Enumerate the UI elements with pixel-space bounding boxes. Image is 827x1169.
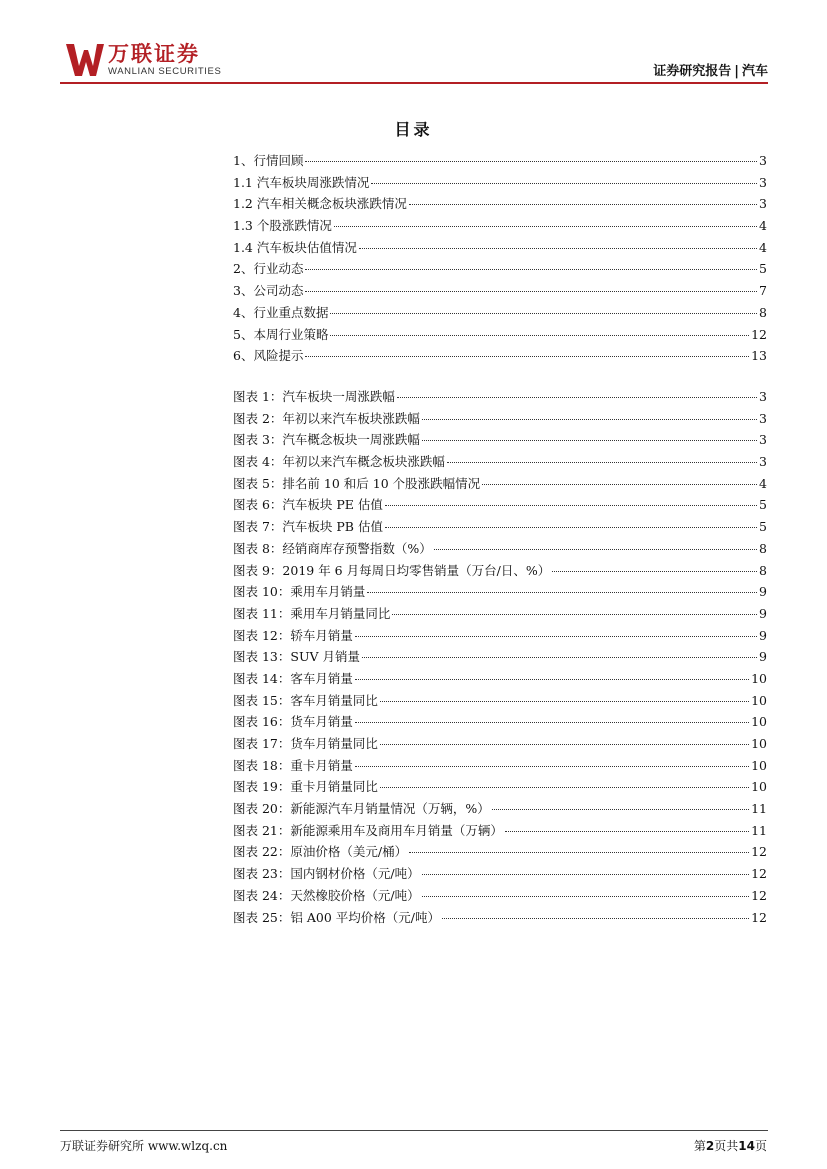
toc-entry[interactable] <box>233 280 767 302</box>
figure-entry-page: 11 <box>751 801 767 817</box>
report-category <box>653 60 768 79</box>
dot-leader <box>385 527 757 528</box>
toc-entry-label: 1.3 个股涨跌情况 <box>233 218 332 234</box>
dot-leader <box>505 831 749 832</box>
figure-entry-page: 8 <box>759 562 767 578</box>
toc-entry-page: 3 <box>759 196 767 212</box>
figure-entry-page: 5 <box>759 519 767 535</box>
figure-entry[interactable] <box>233 538 767 560</box>
dot-leader <box>422 874 750 875</box>
page-total: 14 <box>738 1139 755 1153</box>
industry-name: 汽车 <box>741 64 768 79</box>
figure-entry[interactable] <box>233 451 767 473</box>
figure-entry[interactable] <box>233 907 767 929</box>
toc-entry-label: 2、行业动态 <box>233 261 304 277</box>
figure-entry-label: 图表 11：乘用车月销量同比 <box>233 605 391 621</box>
toc-entry-label: 4、行业重点数据 <box>233 304 329 320</box>
toc-entry-page: 4 <box>759 239 767 255</box>
report-type: 证券研究报告 <box>653 64 732 79</box>
figure-entry-page: 10 <box>751 670 767 686</box>
figure-list <box>233 386 767 928</box>
page-mid: 页共 <box>714 1139 739 1153</box>
toc-entry-page: 13 <box>751 348 767 364</box>
dot-leader <box>330 335 749 336</box>
toc-title: 目录 <box>394 120 433 139</box>
dot-leader <box>305 269 757 270</box>
header-divider <box>60 82 768 84</box>
dot-leader <box>334 226 757 227</box>
figure-entry[interactable] <box>233 798 767 820</box>
dot-leader <box>409 852 749 853</box>
figure-entry[interactable] <box>233 560 767 582</box>
figure-entry[interactable] <box>233 820 767 842</box>
toc-entry[interactable] <box>233 237 767 259</box>
figure-entry-label: 图表 21：新能源乘用车及商用车月销量（万辆） <box>233 822 503 838</box>
figure-entry-page: 9 <box>759 627 767 643</box>
figure-entry-page: 11 <box>751 822 767 838</box>
brand-logo <box>66 42 221 80</box>
figure-entry[interactable] <box>233 776 767 798</box>
dot-leader <box>355 636 757 637</box>
figure-entry[interactable] <box>233 473 767 495</box>
figure-entry-label: 图表 22：原油价格（美元/桶） <box>233 844 408 860</box>
figure-entry-page: 10 <box>751 692 767 708</box>
dot-leader <box>380 701 749 702</box>
dot-leader <box>355 679 749 680</box>
toc-entry-label: 1.2 汽车相关概念板块涨跌情况 <box>233 196 407 212</box>
figure-entry-label: 图表 25：铝 A00 平均价格（元/吨） <box>233 909 440 925</box>
figure-entry-page: 9 <box>759 584 767 600</box>
figure-entry-page: 8 <box>759 540 767 556</box>
toc-entry[interactable] <box>233 324 767 346</box>
dot-leader <box>447 462 757 463</box>
toc-entry-label: 3、公司动态 <box>233 283 304 299</box>
figure-entry[interactable] <box>233 885 767 907</box>
footer-source: 万联证券研究所 www.wlzq.cn <box>60 1139 228 1153</box>
figure-entry-label: 图表 14：客车月销量 <box>233 670 353 686</box>
dot-leader <box>380 744 749 745</box>
toc-entry[interactable] <box>233 302 767 324</box>
figure-entry-label: 图表 5：排名前 10 和后 10 个股涨跌幅情况 <box>233 475 481 491</box>
brand-name-cn: 万联证券 <box>108 42 200 66</box>
dot-leader <box>371 183 757 184</box>
toc-entry-label: 5、本周行业策略 <box>233 326 329 342</box>
toc-entry-label: 1、行情回顾 <box>233 153 304 168</box>
figure-entry[interactable] <box>233 755 767 777</box>
figure-entry-label: 图表 9：2019 年 6 月每周日均零售销量（万台/日、%） <box>233 562 551 578</box>
figure-entry-page: 12 <box>751 887 767 903</box>
figure-entry-page: 4 <box>759 475 767 491</box>
toc-entry[interactable] <box>233 150 767 172</box>
brand-name-en: WANLIAN SECURITIES <box>108 66 222 77</box>
toc-entry[interactable] <box>233 193 767 215</box>
dot-leader <box>305 291 757 292</box>
figure-entry-label: 图表 24：天然橡胶价格（元/吨） <box>233 887 420 903</box>
figure-entry[interactable] <box>233 863 767 885</box>
figure-entry[interactable] <box>233 494 767 516</box>
dot-leader <box>442 918 749 919</box>
toc-entry-label: 6、风险提示 <box>233 348 304 364</box>
figure-entry-page: 12 <box>751 844 767 860</box>
figure-entry[interactable] <box>233 841 767 863</box>
figure-entry-label: 图表 2：年初以来汽车板块涨跌幅 <box>233 410 420 426</box>
figure-entry-label: 图表 10：乘用车月销量 <box>233 584 366 600</box>
figure-entry-label: 图表 17：货车月销量同比 <box>233 736 378 751</box>
figure-entry[interactable] <box>233 668 767 690</box>
figure-entry-page: 3 <box>759 410 767 426</box>
dot-leader <box>492 809 749 810</box>
figure-entry-label: 图表 6：汽车板块 PE 估值 <box>233 497 383 513</box>
toc-entry-page: 3 <box>759 174 767 190</box>
toc-entry[interactable] <box>233 215 767 237</box>
figure-entry-label: 图表 3：汽车概念板块一周涨跌幅 <box>233 432 420 448</box>
figure-entry-page: 3 <box>759 432 767 448</box>
toc-entry-label: 1.1 汽车板块周涨跌情况 <box>233 174 370 190</box>
dot-leader <box>305 161 757 162</box>
toc-entry[interactable] <box>233 172 767 194</box>
figure-entry[interactable] <box>233 625 767 647</box>
dot-leader <box>482 484 757 485</box>
dot-leader <box>355 722 749 723</box>
figure-entry[interactable] <box>233 603 767 625</box>
dot-leader <box>305 356 749 357</box>
toc-entry-page: 3 <box>759 153 767 168</box>
toc-entry[interactable] <box>233 345 767 367</box>
page-current: 2 <box>705 1139 715 1153</box>
page-number <box>694 1137 767 1154</box>
toc-entry-label: 1.4 汽车板块估值情况 <box>233 239 357 255</box>
figure-entry-page: 12 <box>751 909 767 925</box>
figure-entry[interactable] <box>233 386 767 408</box>
footer-divider <box>60 1130 768 1131</box>
dot-leader <box>355 766 749 767</box>
figure-entry-page: 10 <box>751 714 767 730</box>
tag-separator: | <box>734 64 739 79</box>
figure-entry-page: 12 <box>751 866 767 882</box>
figure-entry[interactable] <box>233 581 767 603</box>
figure-entry[interactable] <box>233 429 767 451</box>
dot-leader <box>385 505 757 506</box>
dot-leader <box>330 313 757 314</box>
figure-entry-page: 3 <box>759 389 767 404</box>
figure-entry[interactable] <box>233 646 767 668</box>
toc-entry-page: 12 <box>751 326 767 342</box>
figure-entry-label: 图表 4：年初以来汽车概念板块涨跌幅 <box>233 454 445 470</box>
dot-leader <box>392 614 757 615</box>
dot-leader <box>362 657 757 658</box>
figure-entry-label: 图表 1：汽车板块一周涨跌幅 <box>233 389 395 404</box>
figure-entry[interactable] <box>233 733 767 755</box>
toc-entry-page: 4 <box>759 218 767 234</box>
dot-leader <box>434 549 757 550</box>
dot-leader <box>359 248 757 249</box>
wanlian-logo-icon <box>66 42 104 78</box>
figure-entry-label: 图表 19：重卡月销量同比 <box>233 779 378 795</box>
page-prefix: 第 <box>693 1139 706 1153</box>
figure-entry-label: 图表 12：轿车月销量 <box>233 627 353 643</box>
figure-entry-label: 图表 18：重卡月销量 <box>233 757 353 773</box>
figure-entry-page: 5 <box>759 497 767 513</box>
figure-entry-page: 10 <box>751 736 767 751</box>
dot-leader <box>409 204 757 205</box>
toc-entry-page: 5 <box>759 261 767 277</box>
figure-entry-page: 10 <box>751 779 767 795</box>
figure-entry-label: 图表 20：新能源汽车月销量情况（万辆，%） <box>233 801 490 817</box>
figure-entry-label: 图表 7：汽车板块 PB 估值 <box>233 519 383 535</box>
dot-leader <box>422 440 757 441</box>
page-header <box>60 38 768 84</box>
dot-leader <box>422 419 757 420</box>
dot-leader <box>397 397 757 398</box>
dot-leader <box>367 592 757 593</box>
dot-leader <box>380 787 749 788</box>
toc-entry[interactable] <box>233 258 767 280</box>
page-suffix: 页 <box>754 1139 767 1153</box>
figure-entry-page: 9 <box>759 605 767 621</box>
figure-entry-label: 图表 16：货车月销量 <box>233 714 353 730</box>
figure-entry[interactable] <box>233 690 767 712</box>
figure-entry[interactable] <box>233 516 767 538</box>
figure-entry-label: 图表 15：客车月销量同比 <box>233 692 378 708</box>
figure-entry-page: 9 <box>759 649 767 665</box>
figure-entry-label: 图表 8：经销商库存预警指数（%） <box>233 540 432 556</box>
dot-leader <box>552 571 757 572</box>
dot-leader <box>422 896 750 897</box>
toc-entry-page: 8 <box>759 304 767 320</box>
figure-entry-page: 10 <box>751 757 767 773</box>
figure-entry[interactable] <box>233 408 767 430</box>
figure-entry-page: 3 <box>759 454 767 470</box>
figure-entry-label: 图表 23：国内钢材价格（元/吨） <box>233 866 420 882</box>
figure-entry-label: 图表 13：SUV 月销量 <box>233 649 360 665</box>
section-list <box>233 150 767 367</box>
toc-entry-page: 7 <box>759 283 767 299</box>
figure-entry[interactable] <box>233 711 767 733</box>
